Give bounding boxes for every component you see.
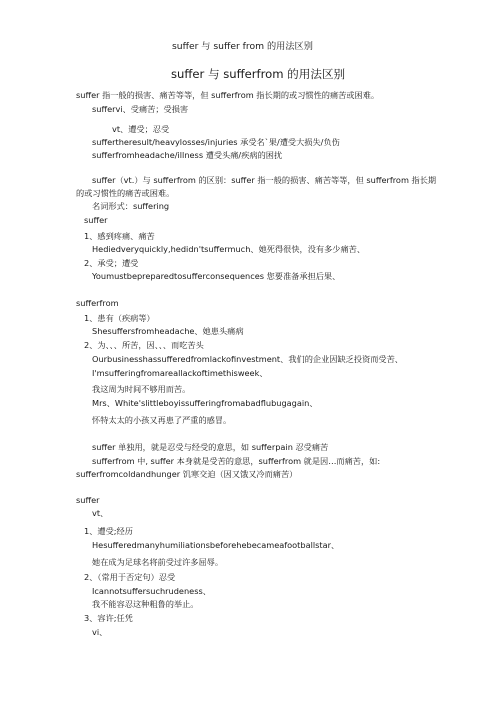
text-line: suffertheresult/heavylosses/injuries 承受名`果/遭受大损失/负伤 — [92, 137, 340, 147]
text-line: Hesufferedmanyhumiliationsbeforehebecameafootballstar、 — [92, 540, 340, 550]
text-line: sufferfromheadache/illness 遭受头痛/疾病的困扰 — [92, 150, 283, 160]
document-title: suffer 与 sufferfrom 的用法区别 — [171, 67, 346, 81]
text-line: sufferfrom — [76, 298, 119, 308]
text-line: vt、遭受；忍受 — [112, 124, 170, 134]
text-line: suffer — [84, 215, 108, 225]
text-line: vt、 — [92, 508, 109, 518]
document-header: suffer 与 suffer from 的用法区别 — [172, 41, 313, 52]
text-line: 我这周为时间不够用而苦。 — [92, 384, 191, 394]
text-line: Ourbusinesshassufferedfromlackofinvestment、我们的企业因缺乏投资而受苦、 — [92, 354, 403, 364]
text-line: Youmustbepreparedtosufferconsequences 您要准备承担后果、 — [92, 271, 341, 281]
text-line: Shesuffersfromheadache、她患头痛病 — [92, 326, 244, 336]
text-line: suffer 单独用，就是忍受与经受的意思，如 sufferpain 忍受痛苦 — [92, 442, 329, 452]
text-line: suffer（vt.）与 sufferfrom 的区别：suffer 指一般的损害、痛苦等等，但 sufferfrom 指长期 — [92, 175, 437, 185]
text-line: 1、感到疼痛、痛苦 — [84, 231, 155, 241]
text-line: sufferfromcoldandhunger 饥寒交迫（因又饿又冷而痛苦） — [76, 469, 298, 479]
text-line: Mrs、White'slittleboyissufferingfromabadflubugagain、 — [92, 398, 318, 408]
text-line: 2、承受；遭受 — [84, 258, 139, 268]
text-line: 1、患有（疾病等） — [84, 313, 155, 323]
text-line: suffer 指一般的损害、痛苦等等，但 sufferfrom 指长期的或习惯性的痛苦或困难。 — [76, 90, 380, 100]
text-line: 2、（常用于否定句）忍受 — [84, 572, 176, 582]
text-line: 2、为、、、所苦，因、、、而吃苦头 — [84, 340, 204, 350]
text-line: sufferfrom 中, suffer 本身就是受苦的意思，sufferfrom 就是因…而痛苦，如: — [92, 456, 381, 466]
text-line: 怀特太太的小孩又再患了严重的感冒。 — [92, 415, 232, 425]
text-line: 我不能容忍这种粗鲁的举止。 — [92, 599, 199, 609]
text-line: I'msufferingfromareallackoftimethisweek、 — [92, 368, 268, 378]
text-line: Icannotsuffersuchrudeness、 — [92, 586, 211, 596]
text-line: 她在成为足球名将前受过许多屈辱。 — [92, 557, 224, 567]
text-line: 的或习惯性的痛苦或困难。 — [76, 188, 175, 198]
text-line: Hediedveryquickly,hedidn'tsuffermuch、她死得很快，没有多少痛苦、 — [92, 244, 366, 254]
text-line: 1、遭受;经历 — [84, 526, 133, 536]
text-line: 名词形式：suffering — [92, 201, 170, 211]
text-line: 3、容许;任凭 — [84, 613, 133, 623]
text-line: suffer — [76, 495, 100, 505]
text-line: suffervi、受痛苦；受损害 — [92, 104, 189, 114]
text-line: vi、 — [92, 627, 108, 637]
